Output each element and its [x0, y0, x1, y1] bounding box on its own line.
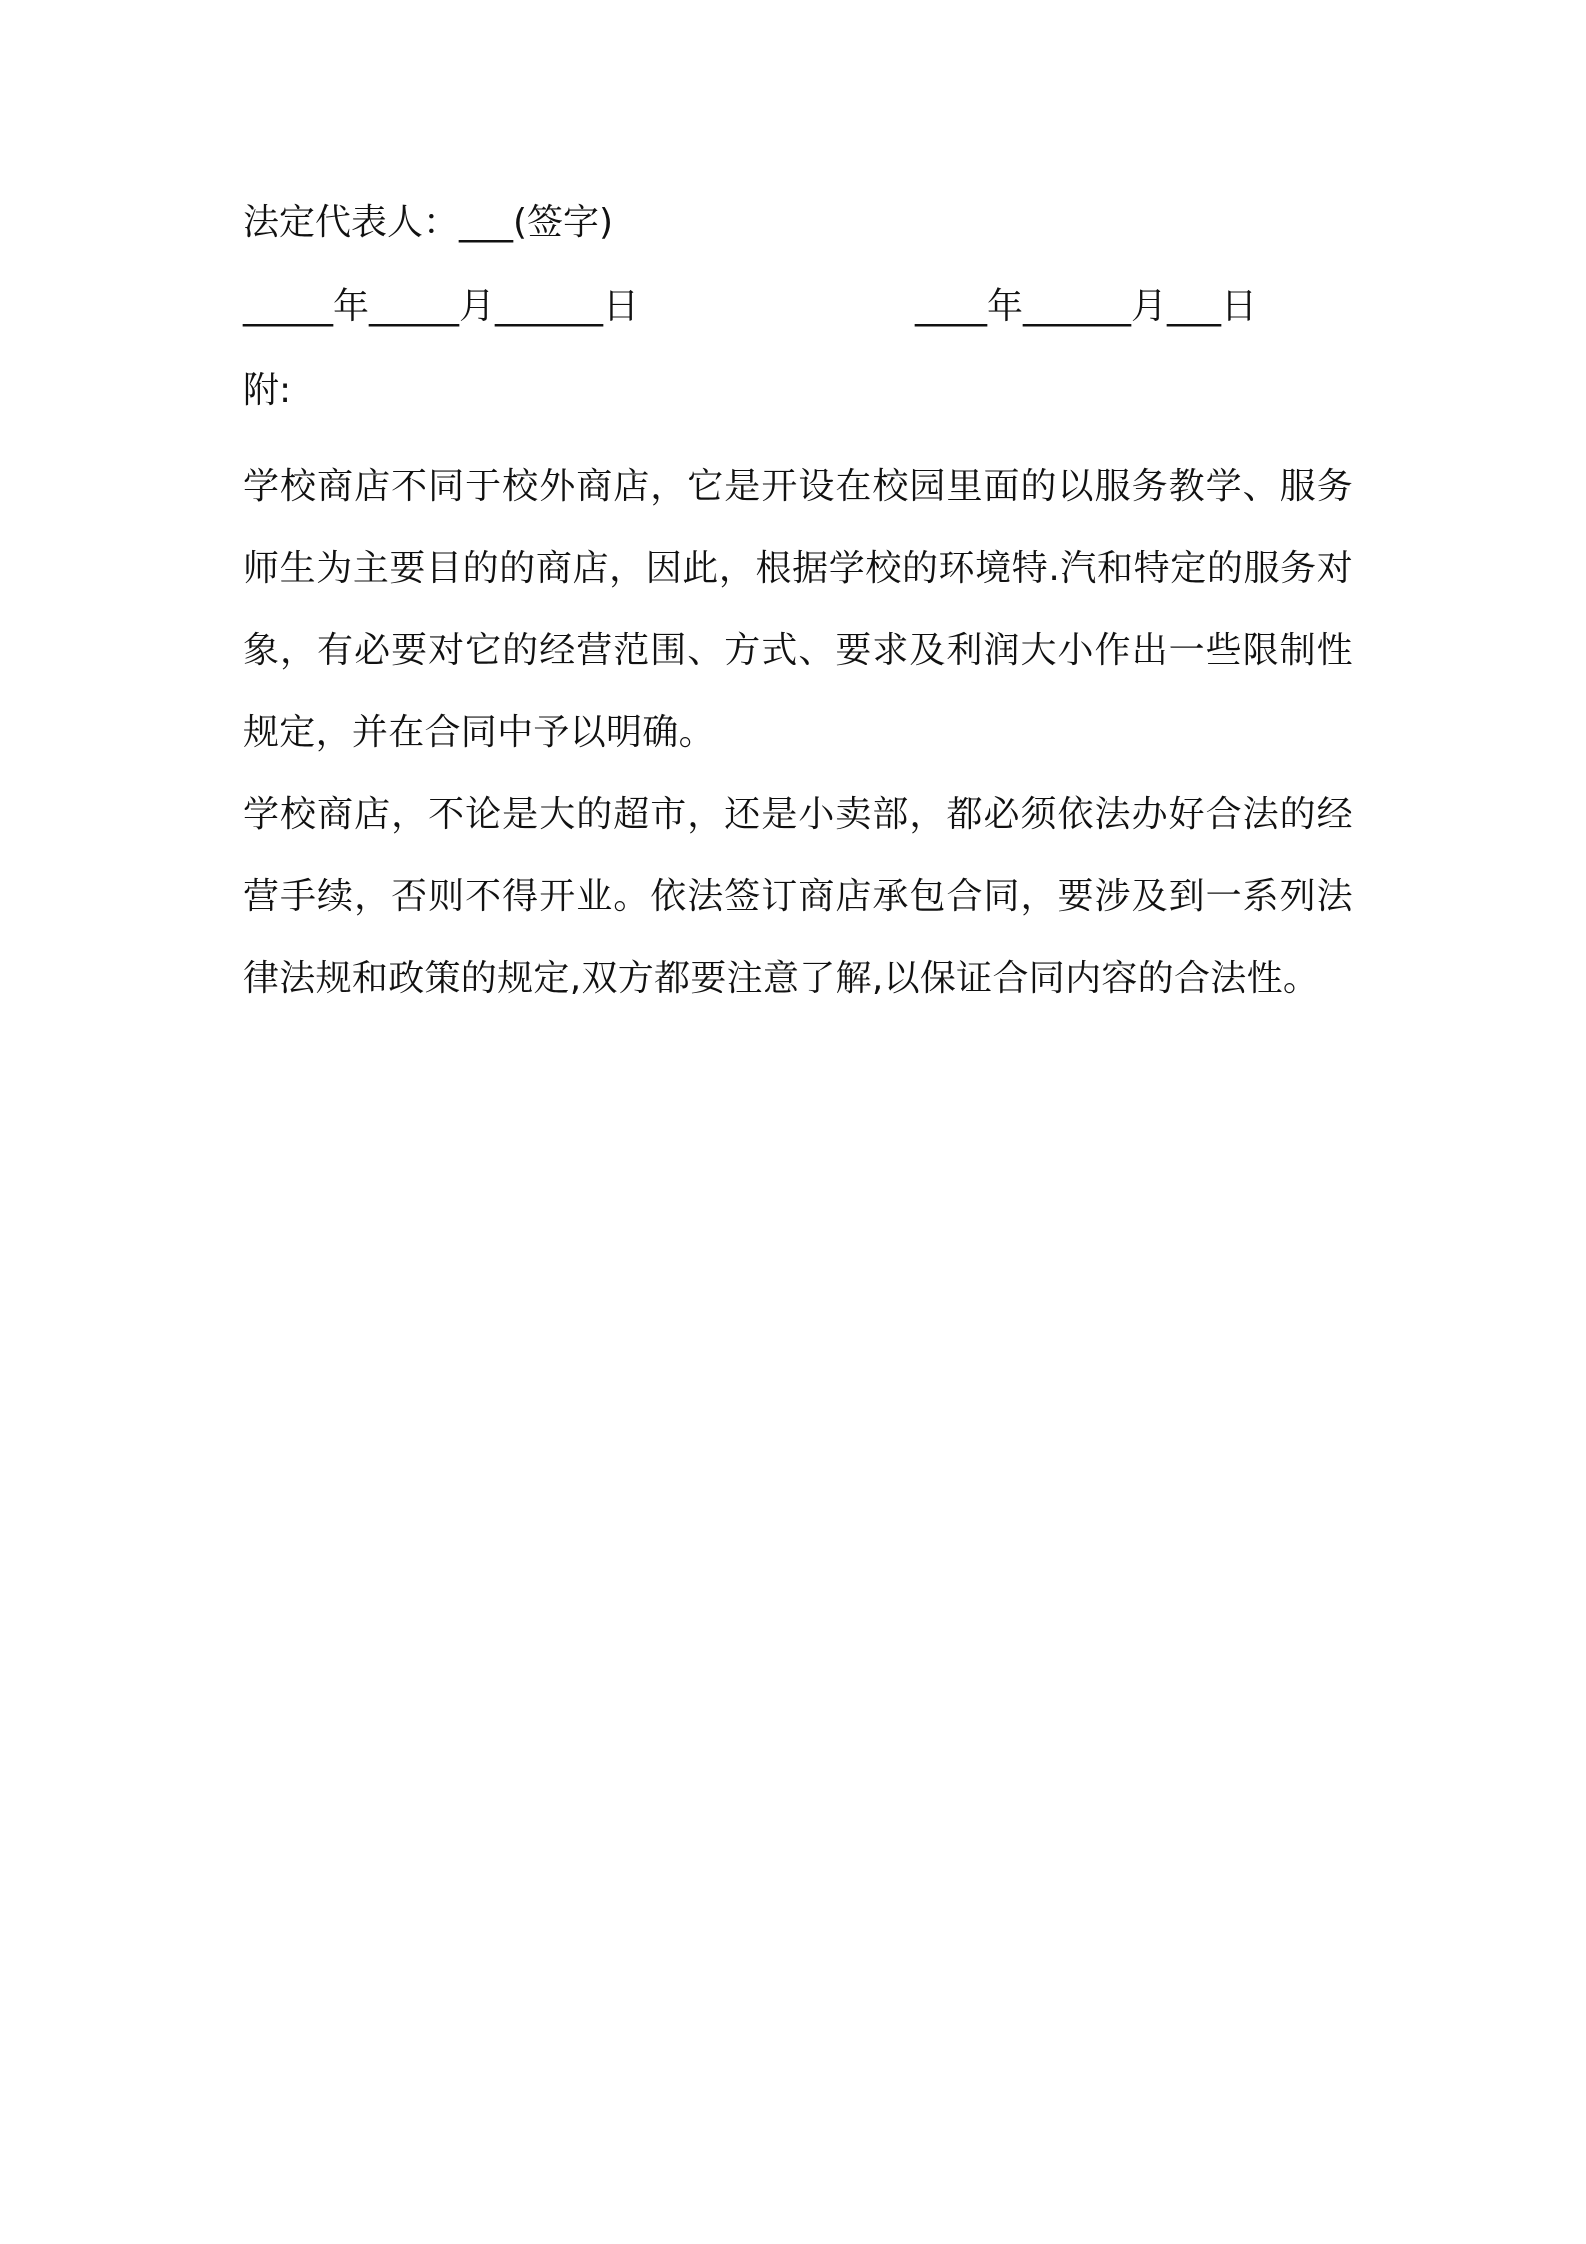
document-content — [243, 196, 1353, 1020]
date-field-right: ____年______月___日 — [915, 286, 1257, 327]
appendix-paragraph-2: 学校商店，不论是大的超市，还是小卖部，都必须依法办好合法的经营手续，否则不得开业。依法签订商店承包合同，要涉及到一系列法律法规和政策的规定,双方都要注意了解,以保证合同内容的合法性。 — [243, 794, 1353, 999]
date-field-left: _____年_____月______日 — [243, 286, 639, 327]
appendix-paragraph-1: 学校商店不同于校外商店，它是开设在校园里面的以服务教学、服务师生为主要目的的商店，因此，根据学校的环境特.汽和特定的服务对象，有必要对它的经营范围、方式、要求及利润大小作出一些限制性规定，并在合同中予以明确。 — [243, 466, 1353, 753]
legal-representative-signature-line: 法定代表人：___(签字) — [243, 202, 614, 243]
date-row — [243, 280, 1353, 334]
appendix-label: 附: — [243, 370, 292, 411]
